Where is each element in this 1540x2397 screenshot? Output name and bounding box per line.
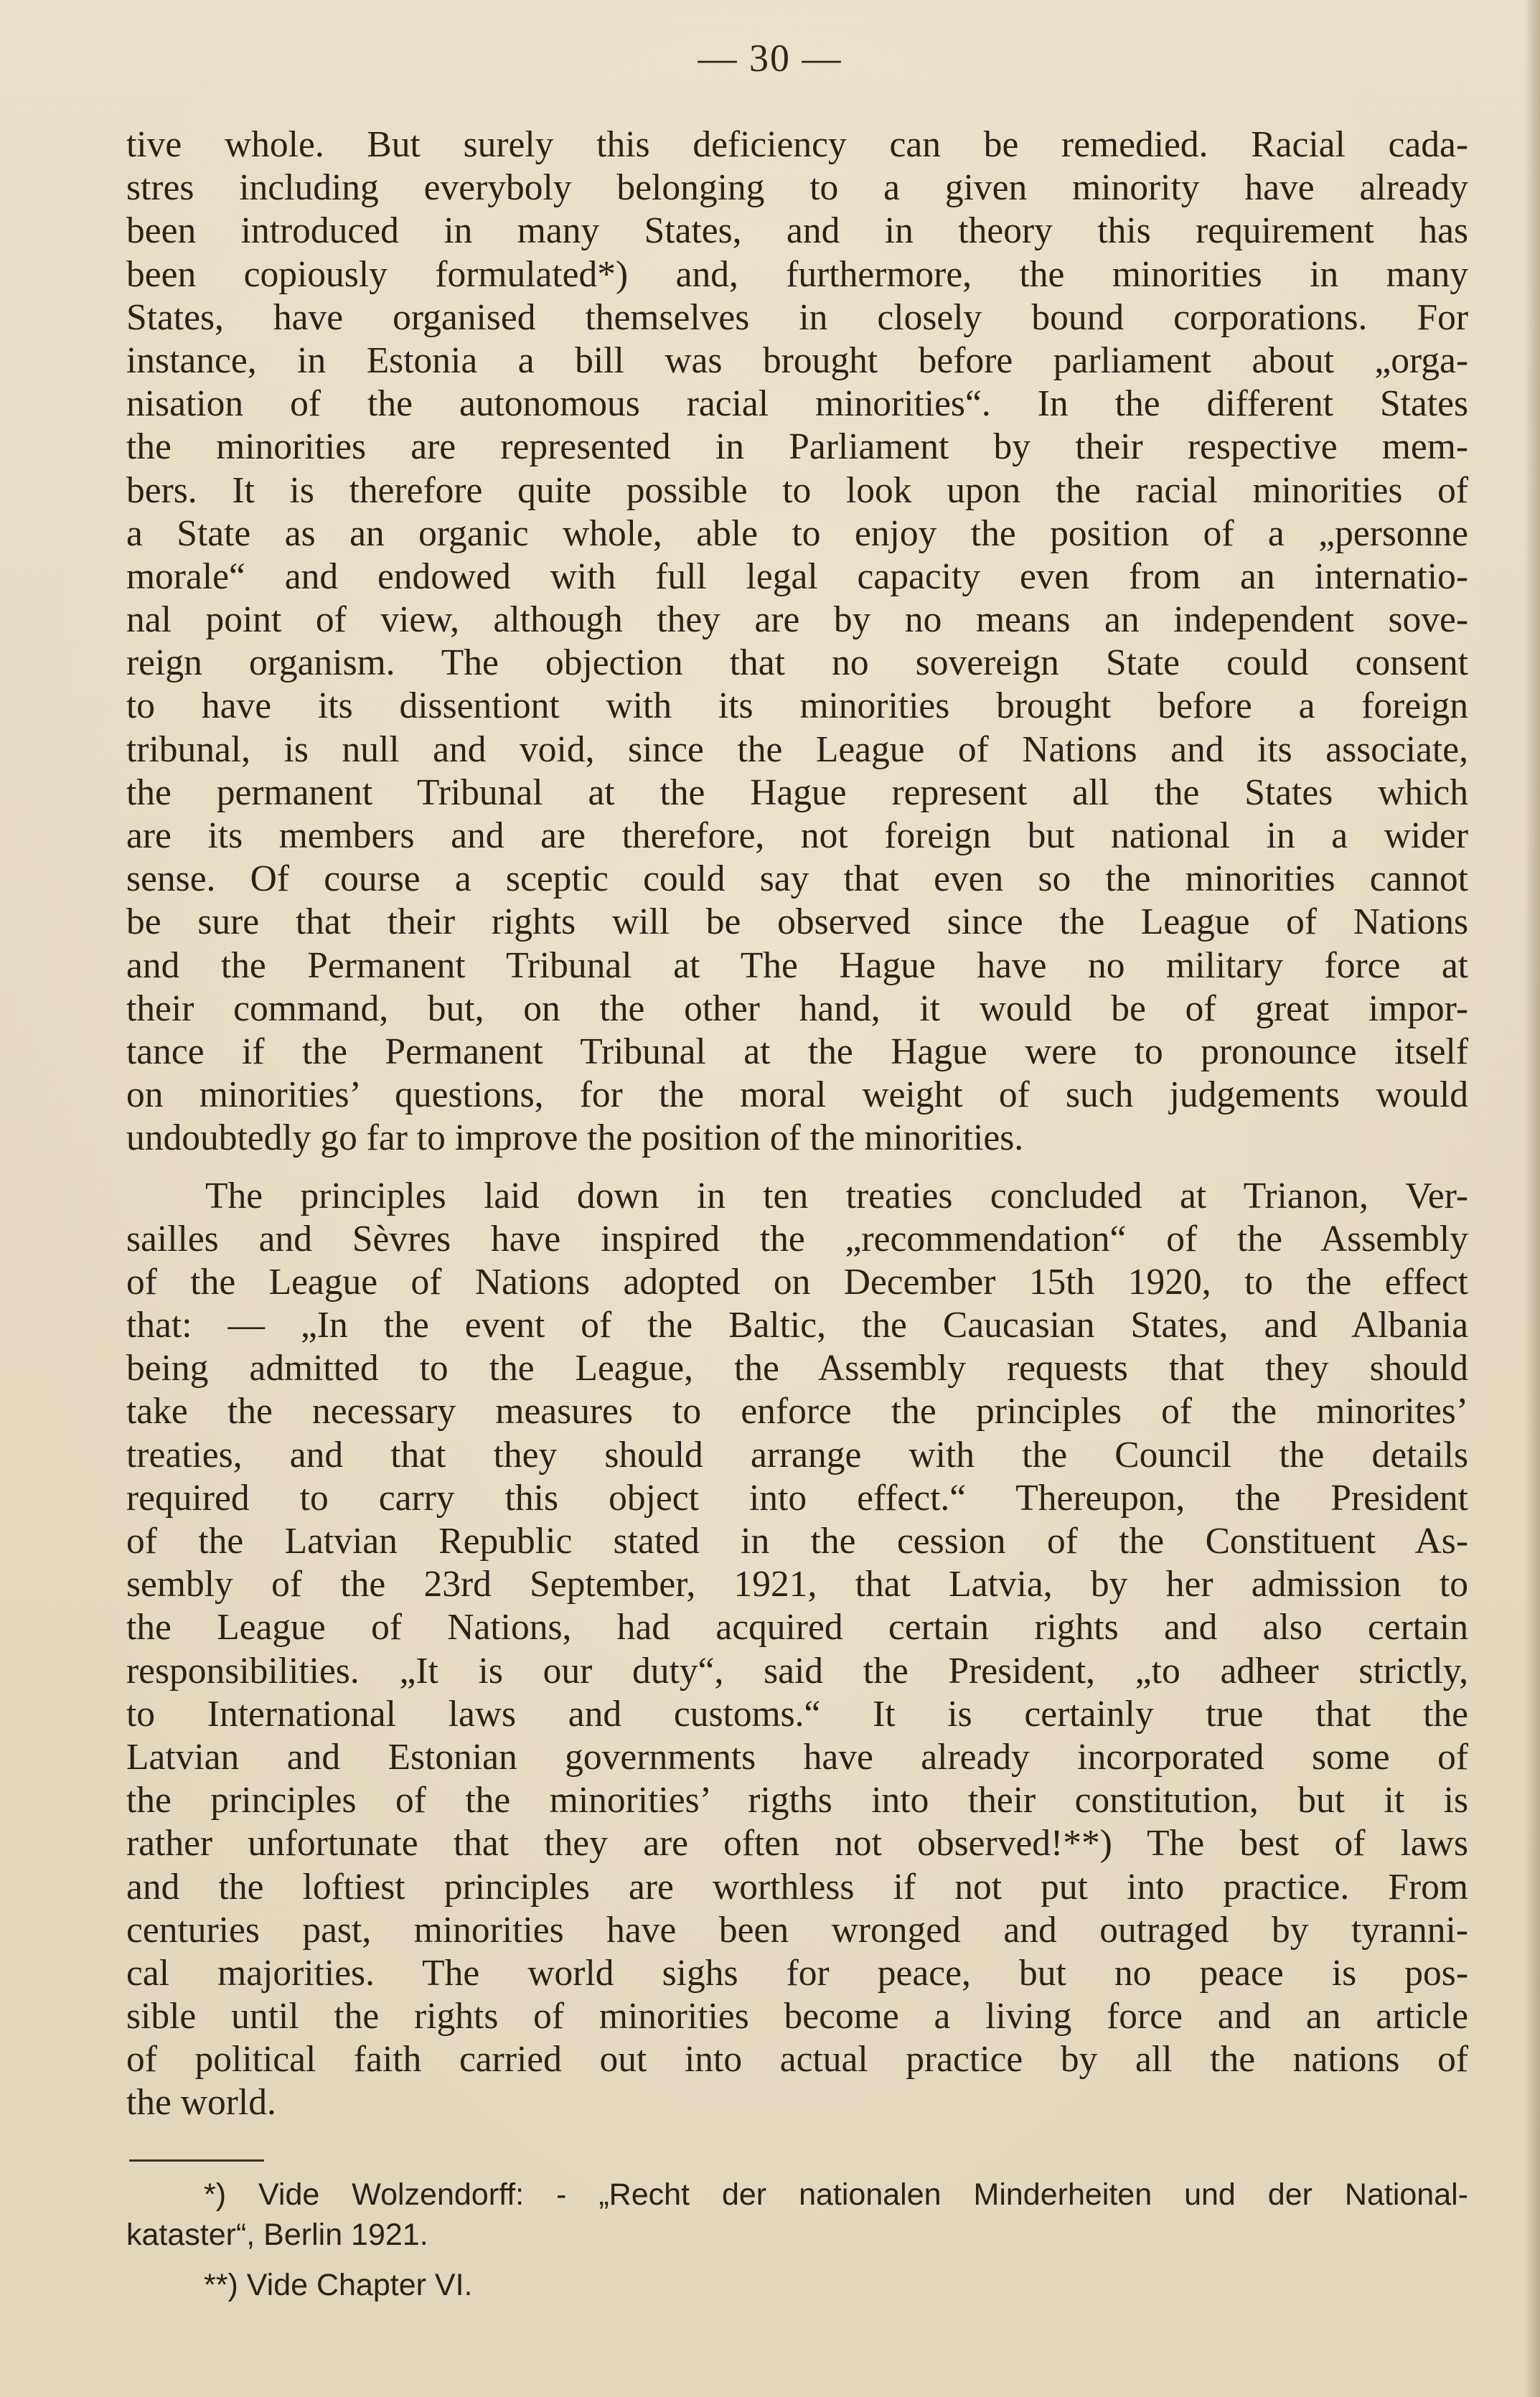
text-line: tive whole. But surely this deficiency can be remedied. Racial cada- (126, 124, 1468, 165)
text-line: The principles laid down in ten treaties concluded at Trianon, Ver- (205, 1175, 1468, 1216)
text-line: to International laws and customs.“ It is certainly true that the (126, 1693, 1468, 1735)
text-line: are its members and are therefore, not foreign but national in a wider (126, 815, 1468, 856)
text-line: been copiously formulated*) and, furthermore, the minorities in many (126, 253, 1468, 295)
text-line: required to carry this object into effect.“ Thereupon, the President (126, 1477, 1468, 1519)
text-line: bers. It is therefore quite possible to look upon the racial minorities of (126, 469, 1468, 511)
body-text (126, 123, 1468, 2125)
text-line: sense. Of course a sceptic could say that even so the minorities cannot (126, 858, 1468, 900)
text-line: being admitted to the League, the Assembly requests that they should (126, 1348, 1468, 1389)
text-line: tance if the Permanent Tribunal at the Hague were to pronounce itself (126, 1031, 1468, 1072)
text-line: reign organism. The objection that no sovereign State could consent (126, 642, 1468, 684)
text-line: morale“ and endowed with full legal capacity even from an internatio- (126, 555, 1468, 597)
footnote-gap (126, 2255, 1468, 2265)
footnote (126, 2265, 1468, 2305)
footnote-line: *) Vide Wolzendorff: - „Recht der nationalen Minderheiten und der National- (204, 2177, 1468, 2212)
text-line: be sure that their rights will be observed since the League of Nations (126, 901, 1468, 943)
footnote (126, 2175, 1468, 2255)
text-line: sembly of the 23rd September, 1921, that Latvia, by her admission to (126, 1564, 1468, 1605)
text-line: that: — „In the event of the Baltic, the Caucasian States, and Albania (126, 1305, 1468, 1346)
page-edge-shadow (1524, 0, 1540, 2397)
text-line: the League of Nations, had acquired certain rights and also certain (126, 1607, 1468, 1648)
text-line: centuries past, minorities have been wronged and outraged by tyranni- (126, 1909, 1468, 1951)
text-line: tribunal, is null and void, since the League of Nations and its associate, (126, 728, 1468, 770)
paragraph (126, 123, 1468, 1160)
text-line: of the League of Nations adopted on December 15th 1920, to the effect (126, 1261, 1468, 1303)
text-line: the world. (126, 2082, 276, 2124)
text-line: been introduced in many States, and in theory this requirement has (126, 210, 1468, 252)
text-line: a State as an organic whole, able to enjoy the position of a „personne (126, 512, 1468, 554)
text-line: stres including everyboly belonging to a given minority have already (126, 167, 1468, 209)
text-line: the minorities are represented in Parliament by their respective mem- (126, 426, 1468, 468)
text-line: undoubtedly go far to improve the position of the minorities. (126, 1117, 1024, 1159)
text-line: Latvian and Estonian governments have already incorporated some of (126, 1736, 1468, 1778)
text-line: rather unfortunate that they are often not observed!**) The best of laws (126, 1823, 1468, 1864)
text-line: on minorities’ questions, for the moral weight of such judgements would (126, 1074, 1468, 1116)
text-line: the permanent Tribunal at the Hague represent all the States which (126, 771, 1468, 813)
text-line: of the Latvian Republic stated in the cession of the Constituent As- (126, 1521, 1468, 1562)
text-line: the principles of the minorities’ rigths into their constitution, but it is (126, 1780, 1468, 1821)
text-line: responsibilities. „It is our duty“, said the President, „to adheer strictly, (126, 1650, 1468, 1692)
page-number: — 30 — (698, 37, 842, 80)
text-line: instance, in Estonia a bill was brought before parliament about „orga- (126, 339, 1468, 381)
text-line: sible until the rights of minorities become a living force and an article (126, 1996, 1468, 2037)
text-line: cal majorities. The world sighs for peace, but no peace is pos- (126, 1952, 1468, 1994)
text-line: nisation of the autonomous racial minorities“. In the different States (126, 383, 1468, 425)
text-line: sailles and Sèvres have inspired the „recommendation“ of the Assembly (126, 1218, 1468, 1260)
text-line: States, have organised themselves in closely bound corporations. For (126, 296, 1468, 338)
text-line: to have its dissentiont with its minorities brought before a foreign (126, 685, 1468, 727)
text-line: their command, but, on the other hand, it would be of great impor- (126, 988, 1468, 1029)
text-line: take the necessary measures to enforce the principles of the minorites’ (126, 1391, 1468, 1432)
text-line: treaties, and that they should arrange with the Council the details (126, 1434, 1468, 1476)
paragraph-gap (126, 1160, 1468, 1175)
text-line: and the Permanent Tribunal at The Hague have no military force at (126, 944, 1468, 986)
text-line: of political faith carried out into actual practice by all the nations of (126, 2039, 1468, 2081)
footnotes (126, 2175, 1468, 2305)
text-line: and the loftiest principles are worthless if not put into practice. From (126, 1866, 1468, 1908)
footnote-line: kataster“, Berlin 1921. (126, 2218, 428, 2252)
footnote-line: **) Vide Chapter VI. (204, 2268, 473, 2302)
footnote-divider (129, 2159, 264, 2162)
paragraph (126, 1175, 1468, 2125)
text-line: nal point of view, although they are by no means an independent sove- (126, 599, 1468, 641)
